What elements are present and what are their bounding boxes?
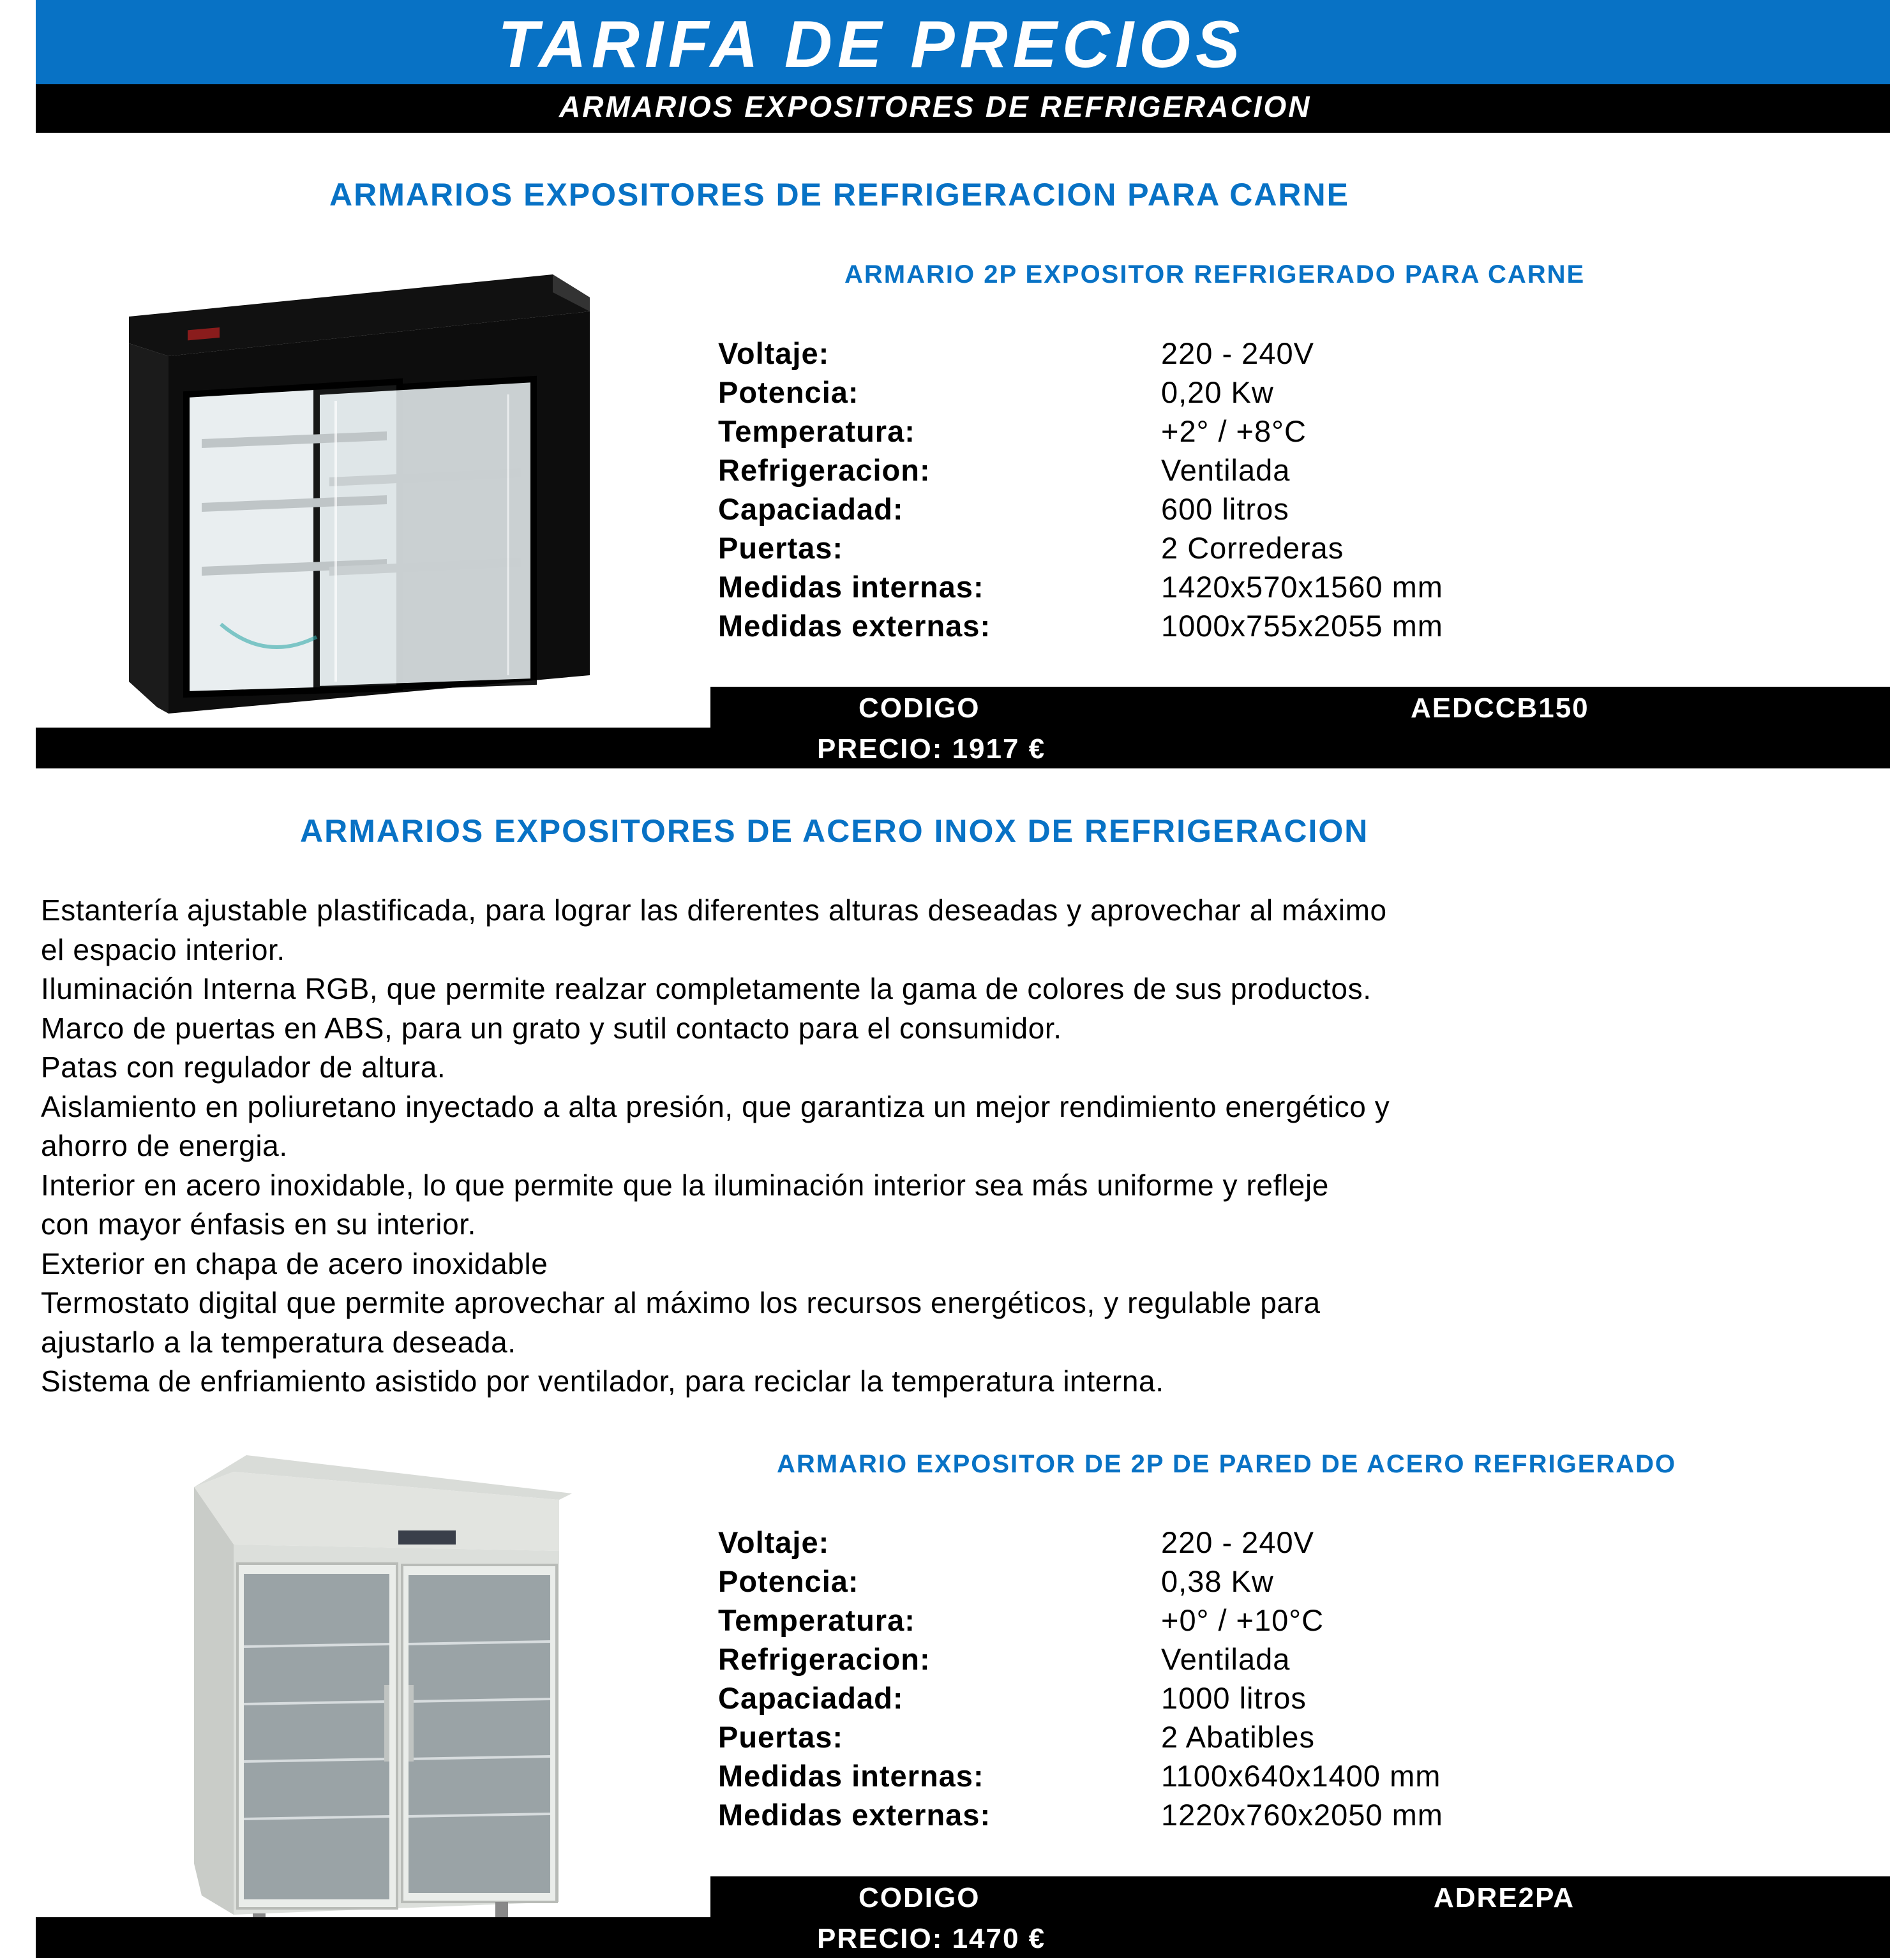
description-line: Exterior en chapa de acero inoxidable [41, 1246, 548, 1280]
page-subtitle: ARMARIOS EXPOSITORES DE REFRIGERACION [559, 90, 1312, 123]
section-title-carne: ARMARIOS EXPOSITORES DE REFRIGERACION PARA CARNE [329, 177, 1350, 213]
spec-value: 0,20 Kw [1161, 375, 1274, 409]
spec-value: 1220x760x2050 mm [1161, 1798, 1443, 1832]
product-code: AEDCCB150 [1411, 692, 1589, 724]
product-image-acero-cabinet [176, 1455, 574, 1933]
page-title: TARIFA DE PRECIOS [498, 8, 1245, 82]
spec-row-voltaje [718, 334, 1676, 373]
spec-label: Voltaje: [718, 336, 830, 370]
spec-label: Medidas externas: [718, 609, 991, 643]
spec-label: Potencia: [718, 375, 859, 409]
spec-row-refrigeracion [718, 451, 1676, 490]
spec-value: 2 Abatibles [1161, 1720, 1315, 1754]
spec-label: Puertas: [718, 1720, 844, 1754]
spec-label: Temperatura: [718, 1603, 915, 1637]
spec-value: 220 - 240V [1161, 1525, 1314, 1559]
spec-value: Ventilada [1161, 1642, 1291, 1676]
spec-value: +0° / +10°C [1161, 1603, 1324, 1637]
spec-row-puertas [718, 1717, 1676, 1756]
spec-row-medidas-internas [718, 1756, 1676, 1795]
spec-row-medidas-internas [718, 567, 1676, 606]
spec-label: Potencia: [718, 1564, 859, 1598]
description-line: Patas con regulador de altura. [41, 1051, 446, 1084]
spec-value: 600 litros [1161, 492, 1289, 526]
spec-label: Puertas: [718, 531, 844, 565]
code-label: CODIGO [859, 692, 980, 724]
spec-value: 1420x570x1560 mm [1161, 570, 1443, 604]
spec-value: 220 - 240V [1161, 336, 1314, 370]
product-code: ADRE2PA [1434, 1882, 1575, 1913]
description-line: Interior en acero inoxidable, lo que permite que la iluminación interior sea más uniforme y refleje [41, 1168, 1329, 1202]
spec-row-potencia [718, 1562, 1676, 1601]
spec-value: 0,38 Kw [1161, 1564, 1274, 1598]
spec-label: Temperatura: [718, 414, 915, 448]
description-line: Marco de puertas en ABS, para un grato y sutil contacto para el consumidor. [41, 1011, 1062, 1045]
description-line: con mayor énfasis en su interior. [41, 1208, 477, 1241]
spec-row-temperatura [718, 1601, 1676, 1640]
description-line: ajustarlo a la temperatura deseada. [41, 1325, 516, 1359]
spec-value: +2° / +8°C [1161, 414, 1307, 448]
spec-row-refrigeracion [718, 1640, 1676, 1679]
product-price: PRECIO: 1917 € [817, 733, 1046, 765]
description-line: el espacio interior. [41, 932, 285, 966]
spec-label: Medidas internas: [718, 570, 984, 604]
spec-value: 1000 litros [1161, 1681, 1307, 1715]
spec-row-medidas-externas [718, 1795, 1676, 1834]
spec-value: 2 Correderas [1161, 531, 1344, 565]
product-price: PRECIO: 1470 € [817, 1923, 1046, 1954]
description-line: Estantería ajustable plastificada, para lograr las diferentes alturas deseadas y aprovechar al máximo [41, 894, 1387, 927]
spec-label: Medidas externas: [718, 1798, 991, 1832]
code-label: CODIGO [859, 1882, 980, 1913]
description-line: Sistema de enfriamiento asistido por ventilador, para reciclar la temperatura interna. [41, 1365, 1164, 1398]
spec-row-potencia [718, 373, 1676, 412]
section-title-acero-inox: ARMARIOS EXPOSITORES DE ACERO INOX DE REFRIGERACION [300, 813, 1369, 849]
description-line: Iluminación Interna RGB, que permite realzar completamente la gama de colores de sus productos. [41, 972, 1372, 1005]
spec-label: Refrigeracion: [718, 453, 931, 487]
spec-label: Capaciadad: [718, 492, 904, 526]
spec-value: Ventilada [1161, 453, 1291, 487]
description-line: Aislamiento en poliuretano inyectado a alta presión, que garantiza un mejor rendimiento energético y [41, 1089, 1390, 1123]
spec-value: 1000x755x2055 mm [1161, 609, 1443, 643]
spec-label: Refrigeracion: [718, 1642, 931, 1676]
spec-value: 1100x640x1400 mm [1161, 1759, 1441, 1793]
product-image-carne-cabinet [125, 267, 590, 714]
spec-row-capacidad [718, 490, 1676, 528]
spec-row-medidas-externas [718, 606, 1676, 645]
description-line: ahorro de energia. [41, 1129, 288, 1162]
description-line: Termostato digital que permite aprovechar al máximo los recursos energéticos, y regulable para [41, 1286, 1321, 1319]
product-title-acero: ARMARIO EXPOSITOR DE 2P DE PARED DE ACERO REFRIGERADO [777, 1450, 1677, 1478]
product-title-carne: ARMARIO 2P EXPOSITOR REFRIGERADO PARA CARNE [844, 260, 1586, 288]
product-description [41, 891, 1815, 1402]
spec-row-puertas [718, 528, 1676, 567]
spec-label: Voltaje: [718, 1525, 830, 1559]
spec-label: Capaciadad: [718, 1681, 904, 1715]
spec-row-temperatura [718, 412, 1676, 451]
spec-row-capacidad [718, 1679, 1676, 1717]
spec-row-voltaje [718, 1523, 1676, 1562]
spec-label: Medidas internas: [718, 1759, 984, 1793]
